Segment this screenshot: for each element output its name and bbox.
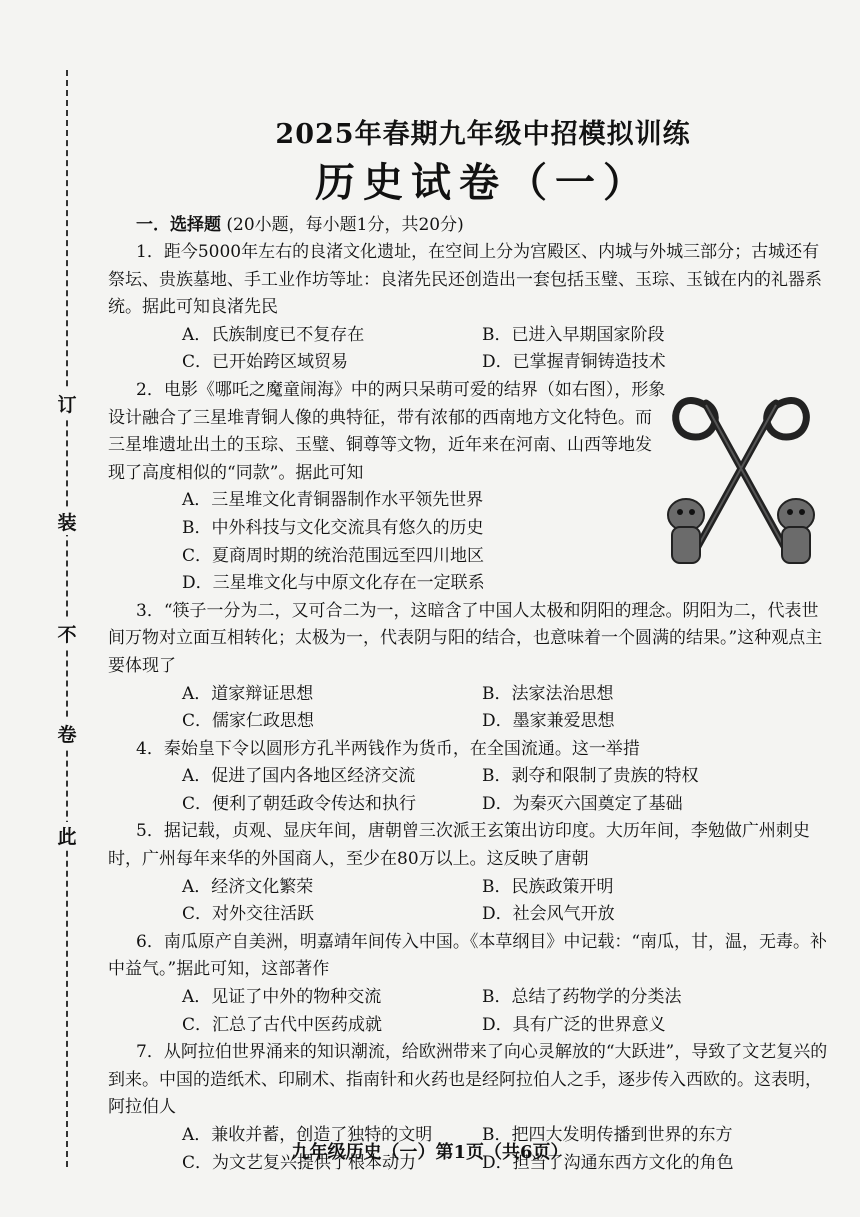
binding-dashed-line bbox=[66, 70, 68, 1167]
option: B．已进入早期国家阶段 bbox=[482, 324, 665, 345]
option: B．法家法治思想 bbox=[482, 683, 614, 704]
option: C．便利了朝廷政令传达和执行 bbox=[182, 793, 417, 814]
option: D．为秦灭六国奠定了基础 bbox=[482, 793, 683, 814]
option: A．三星堆文化青铜器制作水平领先世界 bbox=[182, 490, 484, 511]
page-footer: 九年级历史（一）第1页（共6页） bbox=[291, 1142, 569, 1163]
option: D．三星堆文化与中原文化存在一定联系 bbox=[182, 573, 485, 594]
option: A．见证了中外的物种交流 bbox=[182, 987, 382, 1008]
option: C．为文艺复兴提供了根本动力 bbox=[182, 1152, 417, 1173]
option: D．已掌握青铜铸造技术 bbox=[482, 352, 666, 373]
question-options bbox=[182, 763, 828, 818]
option: A．道家辩证思想 bbox=[182, 683, 314, 704]
option: D．担当了沟通东西方文化的角色 bbox=[482, 1152, 734, 1173]
question-options bbox=[182, 984, 828, 1039]
binding-char: 不 bbox=[55, 620, 79, 647]
binding-char: 订 bbox=[55, 390, 79, 417]
question-stem: 5．据记载，贞观、显庆年间，唐朝曾三次派王玄策出访印度。大历年间，李勉做广州刺史时，广州每年来华的外国商人，至少在80万以上。这反映了唐朝 bbox=[108, 821, 810, 870]
section-note: (20小题，每小题1分，共20分) bbox=[226, 215, 464, 235]
question-2-block bbox=[108, 377, 828, 598]
option: D．社会风气开放 bbox=[482, 904, 615, 925]
option: D．墨家兼爱思想 bbox=[482, 711, 615, 732]
option: C．汇总了古代中医药成就 bbox=[182, 1014, 383, 1035]
option: B．民族政策开明 bbox=[482, 876, 614, 897]
question-options bbox=[182, 681, 828, 736]
option: B．中外科技与文化交流具有悠久的历史 bbox=[182, 517, 484, 538]
option: C．对外交往活跃 bbox=[182, 904, 315, 925]
option: A．促进了国内各地区经济交流 bbox=[182, 766, 416, 787]
exam-subtitle: 历史试卷（一） bbox=[315, 159, 651, 206]
question-stem: 4．秦始皇下令以圆形方孔半两钱作为货币，在全国流通。这一举措 bbox=[136, 738, 640, 759]
option: C．已开始跨区域贸易 bbox=[182, 352, 349, 373]
question-stem: 2．电影《哪吒之魔童闹海》中的两只呆萌可爱的结界（如右图），形象设计融合了三星堆青铜人像的典特征，带有浓郁的西南地方文化特色。而三星堆遗址出土的玉琮、玉璧、铜尊等文物，近年来在河南、山西等地发现了高度相似的“同款”。据此可知 bbox=[108, 379, 666, 483]
binding-char: 装 bbox=[55, 508, 79, 535]
option: A．经济文化繁荣 bbox=[182, 876, 314, 897]
option: B．把四大发明传播到世界的东方 bbox=[482, 1125, 733, 1145]
binding-char: 卷 bbox=[55, 720, 79, 747]
binding-char: 此 bbox=[55, 822, 79, 849]
option: B．剥夺和限制了贵族的特权 bbox=[482, 766, 699, 787]
exam-content bbox=[108, 112, 828, 1177]
option: A．氏族制度已不复存在 bbox=[182, 324, 365, 345]
section-label: 一．选择题 bbox=[136, 215, 221, 235]
question-stem: 6．南瓜原产自美洲，明嘉靖年间传入中国。《本草纲目》中记载：“南瓜，甘，温，无毒。补中益气。”据此可知，这部著作 bbox=[108, 931, 828, 980]
option: B．总结了药物学的分类法 bbox=[482, 987, 682, 1008]
option: C．夏商周时期的统治范围远至四川地区 bbox=[182, 545, 485, 566]
jiejie-figure-illustration bbox=[656, 365, 826, 585]
question-options bbox=[182, 874, 828, 929]
question-stem: 1．距今5000年左右的良渚文化遗址，在空间上分为宫殿区、内城与外城三部分；古城还有祭坛、贵族墓地、手工业作坊等址：良渚先民还创造出一套包括玉璧、玉琮、玉钺在内的礼器系统。据此可知良渚先民 bbox=[108, 242, 822, 318]
section-heading bbox=[136, 210, 828, 235]
option: C．儒家仁政思想 bbox=[182, 711, 315, 732]
question-stem: 3．“筷子一分为二，又可合二为一，这暗含了中国人太极和阴阳的理念。阴阳为二，代表世间万物对立面互相转化；太极为一，代表阴与阳的结合，也意味着一个圆满的结果。”这种观点主要体现了 bbox=[108, 600, 823, 676]
option: A．兼收并蓄，创造了独特的文明 bbox=[182, 1125, 433, 1145]
exam-title: 2025年春期九年级中招模拟训练 bbox=[275, 119, 691, 150]
option: D．具有广泛的世界意义 bbox=[482, 1014, 666, 1035]
question-stem: 7．从阿拉伯世界涌来的知识潮流，给欧洲带来了向心灵解放的“大跃进”，导致了文艺复兴的到来。中国的造纸术、印刷术、指南针和火药也是经阿拉伯人之手，逐步传入西欧的。这表明，阿拉伯人 bbox=[108, 1042, 828, 1118]
